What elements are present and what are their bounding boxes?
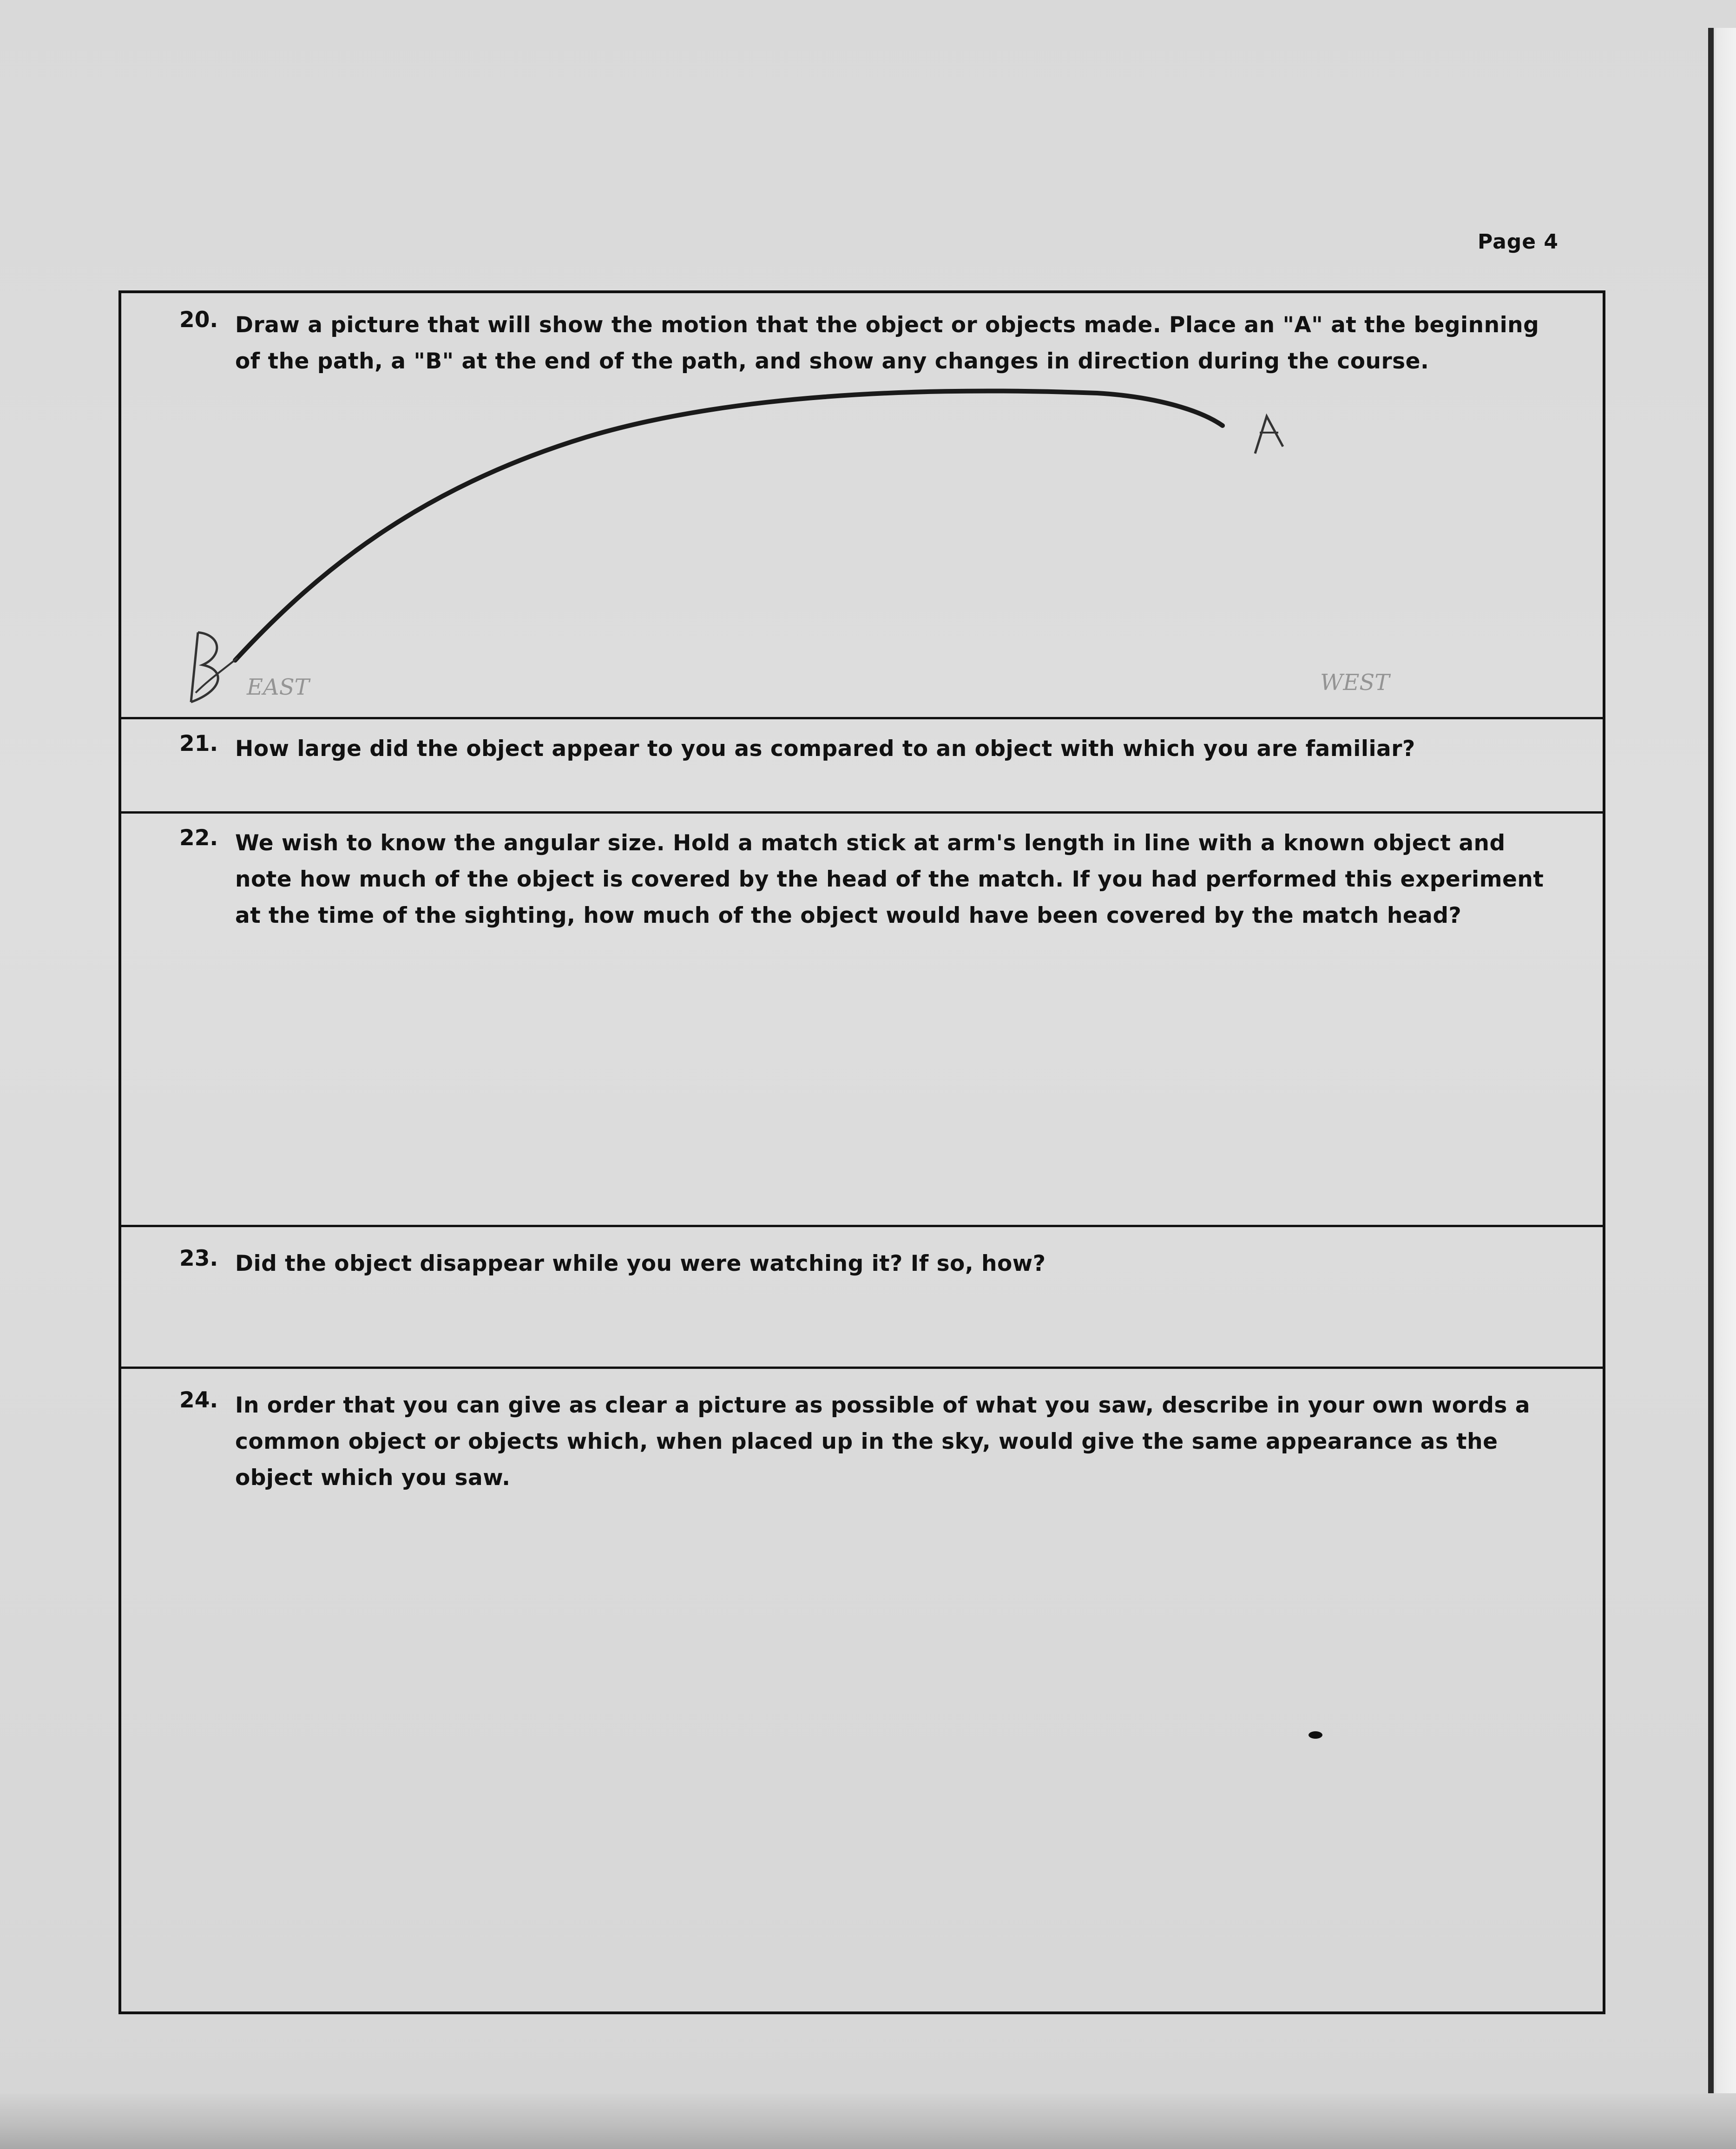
question-number: 22. <box>179 825 218 851</box>
direction-label-east: EAST <box>247 674 309 700</box>
question-20-section <box>121 293 1603 717</box>
questionnaire-form <box>118 290 1605 2014</box>
scan-right-edge <box>1708 28 1736 2149</box>
question-23-section <box>121 1227 1603 1367</box>
question-text: Draw a picture that will show the motion that the object or objects made. Place an "A" at the beginning of the path, a "B" at the end of the path, and show any changes in direction during the course. <box>235 312 1539 374</box>
question-21-section <box>121 719 1603 811</box>
motion-path-line <box>235 391 1223 660</box>
page-number: Page 4 <box>1478 230 1559 254</box>
question-number: 20. <box>179 307 218 333</box>
motion-path-drawing <box>121 293 1604 717</box>
question-text: How large did the object appear to you as compared to an object with which you are familiar? <box>235 736 1415 762</box>
question-text: We wish to know the angular size. Hold a match stick at arm's length in line with a known object and note how much of the object is covered by the head of the match. If you had performed this experiment at the time of the sighting, how much of the object would have been covered by the match head? <box>235 830 1544 928</box>
direction-label-west: WEST <box>1320 670 1390 696</box>
ink-mark <box>1309 1731 1322 1739</box>
label-b-mark <box>191 632 218 702</box>
question-number: 21. <box>179 731 218 756</box>
question-24-section <box>121 1369 1603 2012</box>
question-text: In order that you can give as clear a picture as possible of what you saw, describe in your own words a common object or objects which, when placed up in the sky, would give the same appearance as the object which you saw. <box>235 1393 1530 1491</box>
scan-bottom-edge <box>0 2093 1736 2149</box>
question-number: 23. <box>179 1246 218 1271</box>
question-22-section <box>121 814 1603 1225</box>
label-a-mark <box>1255 416 1283 453</box>
question-number: 24. <box>179 1387 218 1413</box>
question-text: Did the object disappear while you were watching it? If so, how? <box>235 1251 1046 1276</box>
